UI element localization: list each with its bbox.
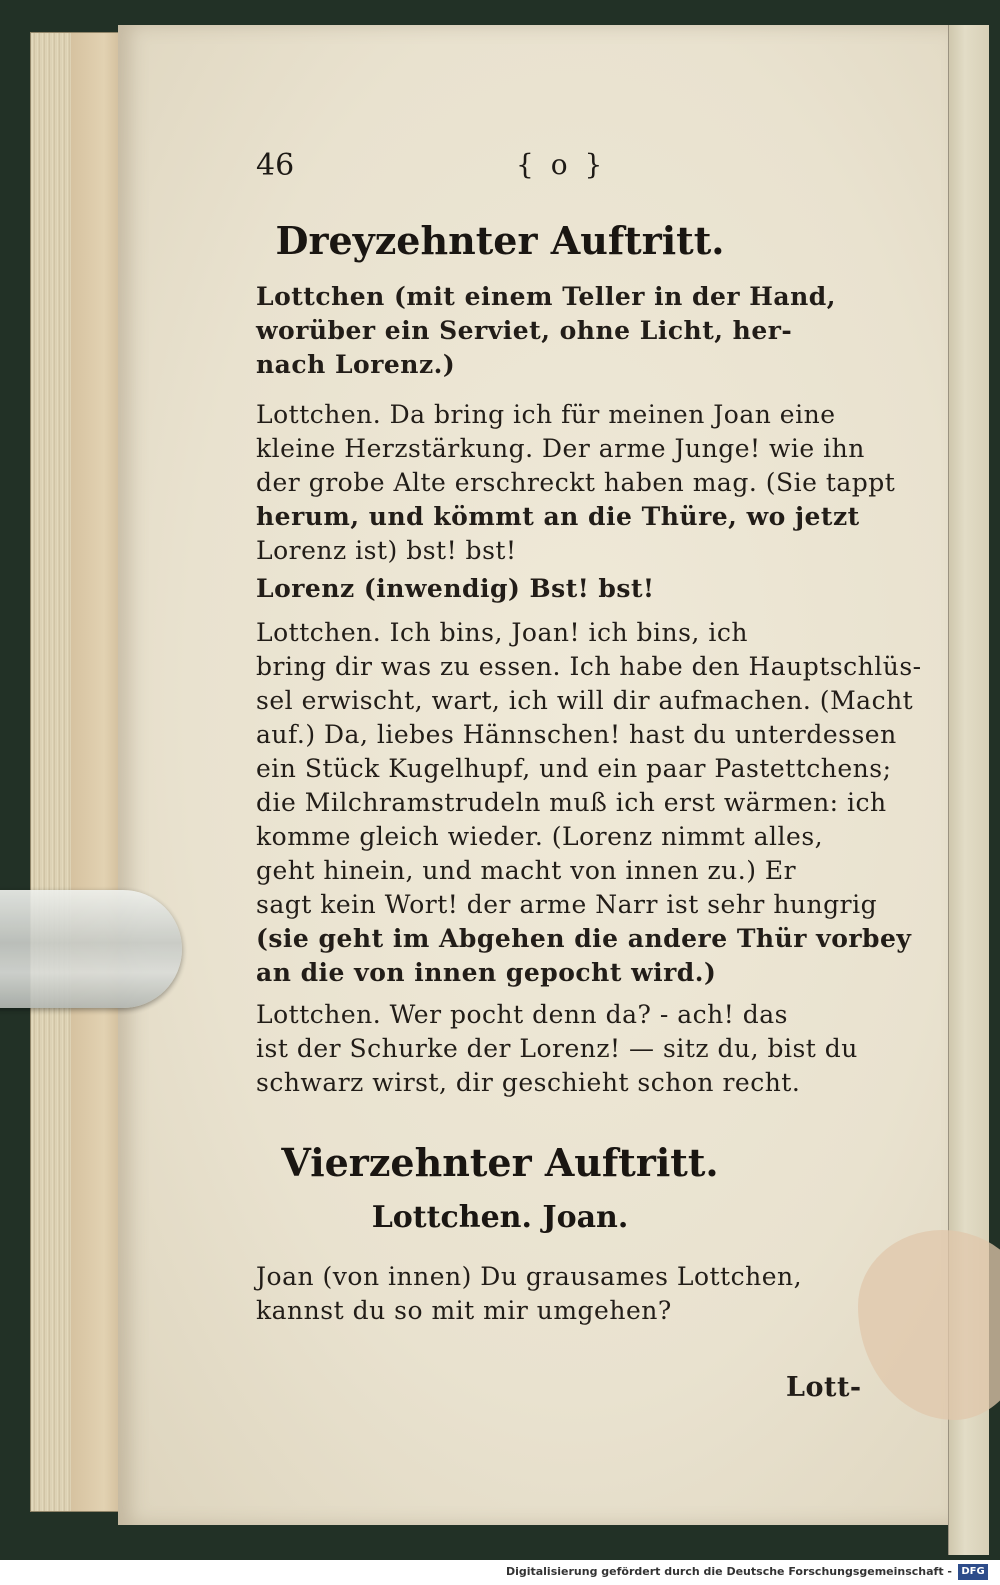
text-line: die Milchramstrudeln muß ich erst wärmen: ich [256,788,887,817]
text-line: ist der Schurke der Lorenz! — sitz du, bist du [256,1034,858,1063]
glass-page-holder [0,890,182,1008]
header-ornament: { o } [516,148,607,181]
text-line: sagt kein Wort! der arme Narr ist sehr hungrig [256,890,878,919]
text-line: kleine Herzstärkung. Der arme Junge! wie ihn [256,434,865,463]
text-line: schwarz wirst, dir geschieht schon recht. [256,1068,801,1097]
paper-stain [858,1230,1000,1420]
text-line: Lorenz (inwendig) Bst! bst! [256,574,655,603]
footer-credit: Digitalisierung gefördert durch die Deutsche Forschungsgemeinschaft - [505,1565,952,1578]
footer-bar [0,1560,1000,1585]
text-line: Lottchen. Wer pocht denn da? - ach! das [256,1000,788,1029]
text-line: geht hinein, und macht von innen zu.) Er [256,856,797,885]
text-line: sel erwischt, wart, ich will dir aufmachen. (Macht [256,686,914,715]
text-line: kannst du so mit mir umgehen? [256,1296,672,1325]
page-header [256,148,896,188]
stage-direction-line: nach Lorenz.) [256,350,456,379]
scene-heading-14: Vierzehnter Auftritt. [281,1140,719,1185]
text-line: ein Stück Kugelhupf, und ein paar Pastettchens; [256,754,892,783]
text-line: der grobe Alte erschreckt haben mag. (Sie tappt [256,468,896,497]
scene-persons: Lottchen. Joan. [371,1200,629,1235]
text-line: bring dir was zu essen. Ich habe den Hauptschlüs- [256,652,922,681]
stage-direction-line: worüber ein Serviet, ohne Licht, her- [256,316,793,345]
text-line: komme gleich wieder. (Lorenz nimmt alles, [256,822,824,851]
text-line: an die von innen gepocht wird.) [256,958,717,987]
text-line: Lorenz ist) bst! bst! [256,536,517,565]
stage-direction-line: Lottchen (mit einem Teller in der Hand, [256,282,836,311]
text-line: herum, und kömmt an die Thüre, wo jetzt [256,502,860,531]
scene-heading-13: Dreyzehnter Auftritt. [275,218,725,263]
text-line: (sie geht im Abgehen die andere Thür vorbey [256,924,912,953]
dfg-logo: DFG [958,1564,988,1580]
catchword: Lott- [786,1372,862,1403]
text-line: Lottchen. Da bring ich für meinen Joan eine [256,400,836,429]
page-number: 46 [256,148,295,183]
text-line: auf.) Da, liebes Hännschen! hast du unterdessen [256,720,897,749]
text-line: Joan (von innen) Du grausames Lottchen, [256,1262,803,1291]
text-line: Lottchen. Ich bins, Joan! ich bins, ich [256,618,748,647]
